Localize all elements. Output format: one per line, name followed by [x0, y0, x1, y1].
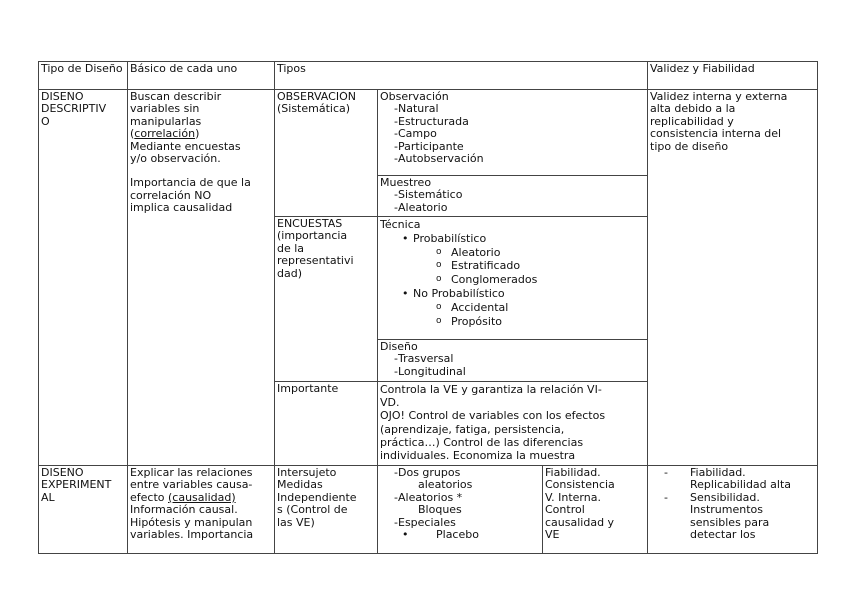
encuestas-label-line: dad): [277, 267, 302, 280]
intersujeto-line: s (Control de: [277, 504, 348, 517]
grupos-item-cont: Bloques: [418, 504, 462, 517]
observacion-label-line: OBSERVACIÓN: [277, 91, 356, 103]
observacion-item: - Campo: [380, 128, 645, 140]
intersujeto-line: Medidas: [277, 479, 323, 492]
fiabilidad-line: Fiabilidad.: [545, 467, 601, 479]
tecnica-title: Técnica: [380, 218, 421, 231]
experimental-validez-item-cont: Replicabilidad alta: [690, 479, 792, 492]
descriptivo-basico-line: Buscan describir: [130, 91, 222, 103]
paren-open: (: [130, 128, 135, 141]
grupos-item: - Aleatorios *: [380, 492, 540, 504]
descriptivo-validez-line: consistencia interna del: [650, 128, 782, 141]
causalidad-term: (causalidad): [168, 491, 236, 504]
experimental-basico-cell: [127, 465, 275, 554]
intersujeto-line: Intersujeto: [277, 467, 337, 479]
experimental-validez-item-cont: detectar los: [690, 529, 756, 542]
experimental-validez-item-cont: sensibles para: [690, 516, 770, 529]
descriptivo-basico-line: implica causalidad: [130, 202, 233, 215]
observacion-item: - Autobservación: [380, 153, 645, 165]
experimental-validez-item: - Fiabilidad.: [650, 467, 815, 479]
header-tipos-text: Tipos: [277, 63, 306, 75]
descriptivo-basico-line: manipularlas: [130, 115, 202, 128]
header-validez: [647, 61, 818, 90]
diseno-cell: [377, 339, 648, 382]
experimental-label-line: DISEÑO: [41, 467, 84, 479]
descriptivo-validez-line: replicabilidad y: [650, 115, 734, 128]
probabilistico-item: • Probabilístico: [380, 232, 645, 246]
intersujeto-cell: [274, 465, 378, 554]
observacion-label-line: (Sistemática): [277, 103, 351, 116]
encuestas-label-line: ENCUESTAS: [277, 218, 343, 230]
importante-line: individuales. Economiza la muestra: [380, 449, 576, 463]
descriptivo-label-line: O: [41, 115, 50, 128]
importante-line: práctica…) Control de las diferencias: [380, 435, 584, 449]
grupos-item: - Especiales: [380, 517, 540, 529]
experimental-label-line: AL: [41, 491, 55, 504]
paren-close: ): [195, 128, 200, 141]
observacion-label-cell: [274, 89, 378, 217]
header-tipo-diseno: [38, 61, 128, 90]
grupos-cell: [377, 465, 543, 554]
diseno-item: - Trasversal: [380, 353, 645, 365]
diseno-title: Diseño: [380, 341, 418, 353]
encuestas-label-line: (importancia: [277, 230, 348, 243]
experimental-validez-item: - Sensibilidad.: [650, 492, 815, 504]
descriptivo-label-cell: [38, 89, 128, 466]
correlacion-term: correlación: [134, 128, 196, 141]
observacion-item: - Estructurada: [380, 116, 645, 128]
descriptivo-basico-correlacion-line: [130, 128, 272, 140]
experimental-basico-line: Hipótesis y manipulan: [130, 516, 253, 529]
importante-line: OJO! Control de variables con los efectos: [380, 409, 606, 423]
descriptivo-validez-cell: [647, 89, 818, 466]
importante-line: Controla la VE y garantiza la relación VI-: [380, 383, 602, 396]
experimental-basico-line: Explicar las relaciones: [130, 467, 253, 479]
importante-line: VD.: [380, 396, 400, 410]
no-probabilistico-item: • No Probabilístico: [380, 287, 645, 301]
experimental-label-line: EXPERIMENT: [41, 479, 112, 492]
grupos-item-cont: aleatorios: [418, 479, 473, 492]
grupos-subitem: • Placebo: [380, 529, 540, 541]
muestreo-title: Muestreo: [380, 177, 432, 189]
diseno-item: - Longitudinal: [380, 366, 645, 378]
descriptivo-basico-line: Mediante encuestas: [130, 140, 241, 153]
experimental-basico-line: variables. Importancia: [130, 529, 254, 542]
no-probabilistico-subitem: o Accidental: [380, 301, 645, 315]
importante-label: Importante: [277, 383, 339, 395]
experimental-basico-line: Información causal.: [130, 504, 238, 517]
observacion-item: - Participante: [380, 141, 645, 153]
descriptivo-validez-line: Validez interna y externa: [650, 91, 788, 103]
descriptivo-label-line: DESCRIPTIV: [41, 103, 107, 116]
encuestas-label-cell: [274, 216, 378, 382]
importante-line: (aprendizaje, fatiga, persistencia,: [380, 422, 565, 436]
probabilistico-subitem: o Estratificado: [380, 259, 645, 273]
descriptivo-basico-line: y/o observación.: [130, 153, 221, 166]
muestreo-item: - Aleatorio: [380, 202, 645, 214]
probabilistico-subitem: o Conglomerados: [380, 273, 645, 287]
fiabilidad-line: V. Interna.: [545, 491, 601, 504]
muestreo-cell: [377, 175, 648, 217]
fiabilidad-line: causalidad y: [545, 516, 615, 529]
no-probabilistico-subitem: o Propósito: [380, 315, 645, 329]
tecnica-cell: [377, 216, 648, 340]
descriptivo-label-line: DISEÑO: [41, 91, 84, 103]
header-tipo-diseno-text: Tipo de Diseño: [41, 62, 123, 75]
descriptivo-basico-line: Importancia de que la: [130, 177, 251, 190]
descriptivo-validez-line: alta debido a la: [650, 103, 736, 116]
probabilistico-subitem: o Aleatorio: [380, 246, 645, 260]
experimental-basico-causalidad-line: [130, 492, 272, 504]
fiabilidad-line: VE: [545, 529, 560, 542]
observacion-cell: [377, 89, 648, 176]
header-basico-text: Básico de cada uno: [130, 63, 238, 75]
encuestas-label-line: de la: [277, 242, 305, 255]
descriptivo-basico-cell: [127, 89, 275, 466]
experimental-label-cell: [38, 465, 128, 554]
header-tipos: [274, 61, 648, 90]
muestreo-item: - Sistemático: [380, 189, 645, 201]
intersujeto-line: Independiente: [277, 491, 357, 504]
fiabilidad-cell: [542, 465, 648, 554]
grupos-item: - Dos grupos: [380, 467, 540, 479]
descriptivo-basico-line: correlación NO: [130, 189, 212, 202]
observacion-item: - Natural: [380, 103, 645, 115]
paragraph-gap: [130, 165, 272, 177]
header-basico: [127, 61, 275, 90]
intersujeto-line: las VE): [277, 516, 315, 529]
experimental-basico-line: entre variables causa-: [130, 479, 253, 492]
encuestas-label-line: representativi: [277, 255, 354, 268]
experimental-validez-cell: [647, 465, 818, 554]
experimental-validez-item-cont: Instrumentos: [690, 504, 763, 517]
importante-label-cell: [274, 381, 378, 466]
importante-cell: [377, 381, 648, 466]
fiabilidad-line: Consistencia: [545, 479, 615, 492]
descriptivo-basico-line: variables sin: [130, 103, 200, 116]
efecto-text: efecto: [130, 491, 168, 504]
descriptivo-validez-line: tipo de diseño: [650, 140, 729, 153]
header-validez-text: Validez y Fiabilidad: [650, 63, 755, 75]
observacion-title: Observación: [380, 91, 449, 103]
fiabilidad-line: Control: [545, 504, 585, 517]
